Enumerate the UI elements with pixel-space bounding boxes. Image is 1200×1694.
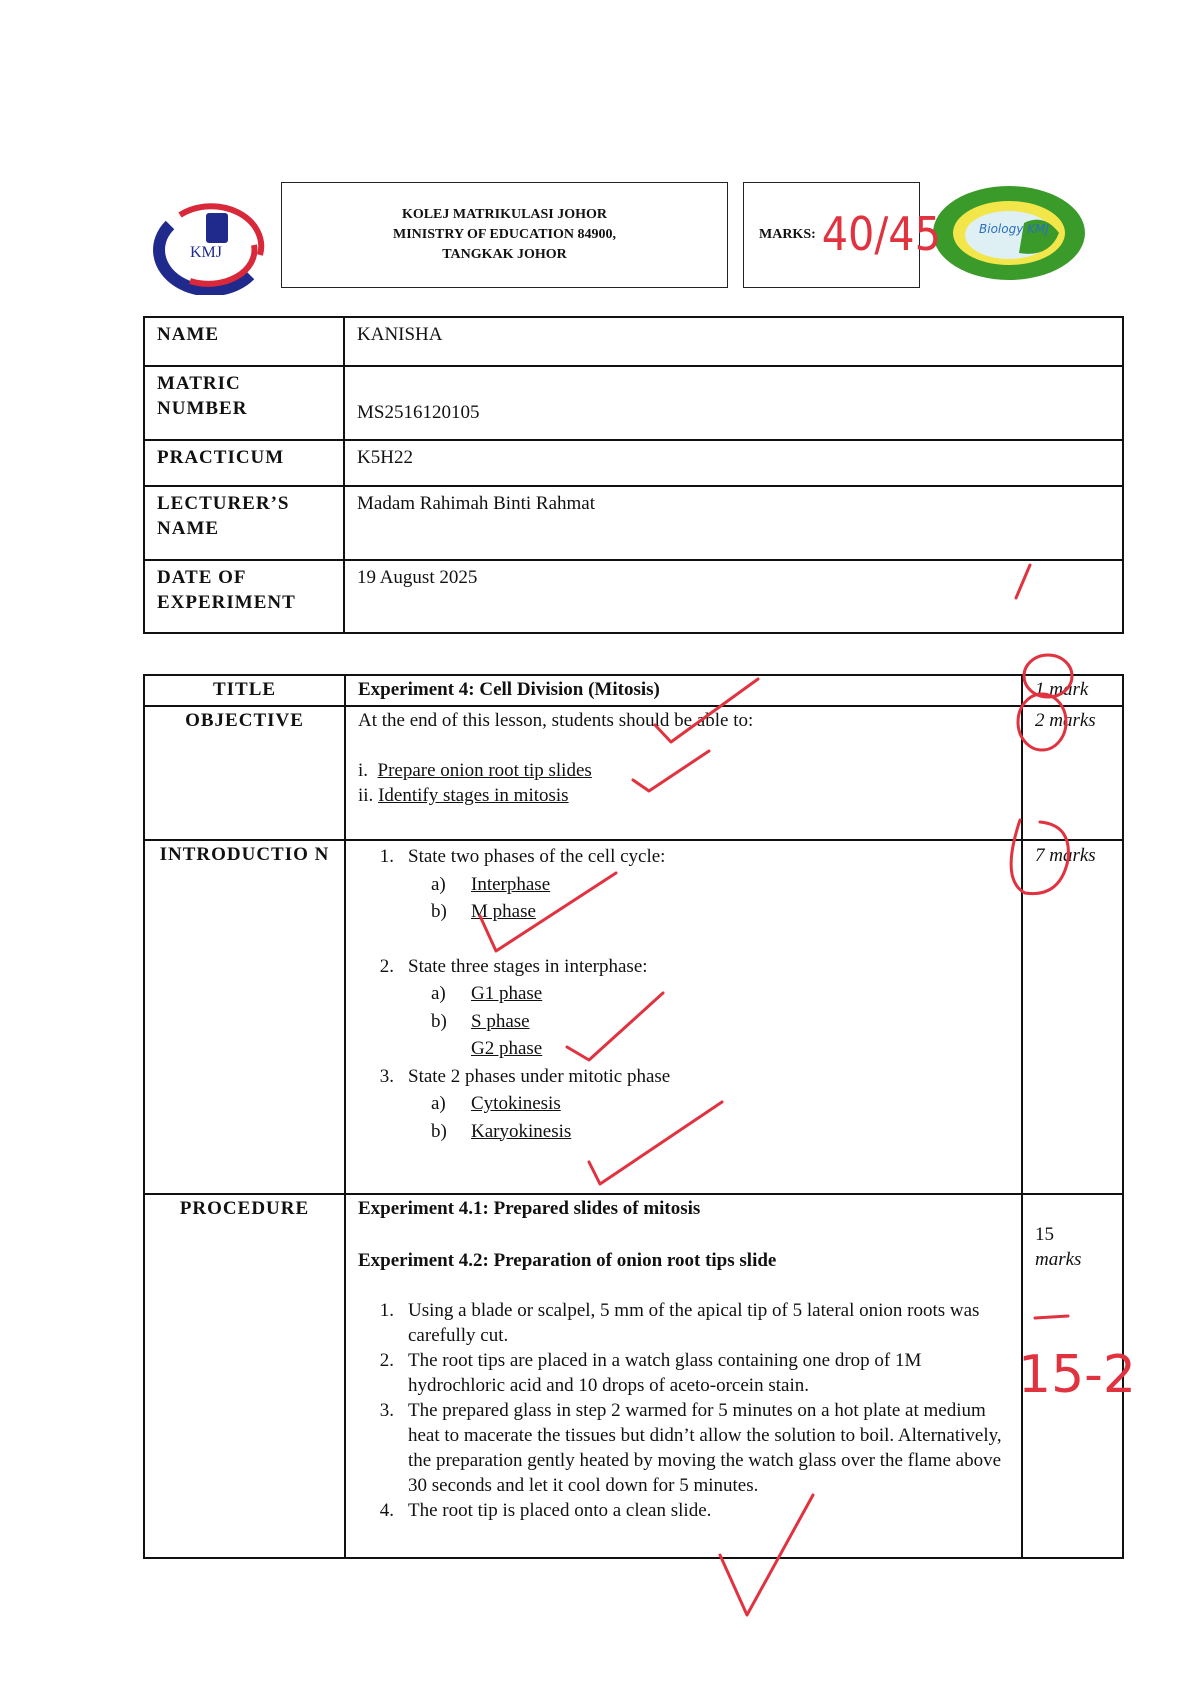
item-text: Prepare onion root tip slides [377, 760, 592, 781]
question-text: State three stages in interphase: [408, 955, 648, 977]
kmj-logo [150, 185, 273, 295]
procedure-step [358, 1348, 1009, 1398]
info-label: NAME [144, 317, 344, 366]
info-label: LECTURER’S NAME [144, 486, 344, 560]
objective-item [358, 783, 1009, 808]
report-table [143, 674, 1124, 1559]
answer-text: G1 phase [471, 983, 543, 1004]
answer-letter: b) [431, 1120, 447, 1142]
step-number: 4. [379, 1500, 394, 1521]
marks-label: MARKS: [759, 227, 816, 242]
institution-line: TANGKAK JOHOR [442, 247, 567, 262]
right-logo-text: Biology KMJ [979, 222, 1049, 236]
answer [358, 898, 1009, 926]
objective-marks: 2 marks [1022, 706, 1123, 840]
info-label: PRACTICUM [144, 440, 344, 486]
procedure-marks-number: 15 [1035, 1224, 1054, 1245]
name-value: KANISHA [344, 317, 1123, 366]
step-number: 2. [379, 1350, 394, 1371]
objective-content [345, 706, 1022, 840]
introduction-label: INTRODUCTIO N [144, 840, 345, 1194]
step-text: The root tips are placed in a watch glass containing one drop of 1M hydrochloric acid and 10 drops of aceto-orcein stain. [408, 1350, 922, 1396]
step-text: Using a blade or scalpel, 5 mm of the apical tip of 5 lateral onion roots was carefully cut. [408, 1300, 980, 1346]
introduction-content [345, 840, 1022, 1194]
handwritten-procedure-score: 15-2 [1018, 1345, 1137, 1405]
objective-label: OBJECTIVE [144, 706, 345, 840]
practicum-value: K5H22 [344, 440, 1123, 486]
answer [358, 871, 1009, 899]
procedure-content [345, 1194, 1022, 1558]
item-text: Identify stages in mitosis [378, 785, 569, 806]
step-text: The prepared glass in step 2 warmed for 5 minutes on a hot plate at medium heat to macerate the tissues but didn’t allow the solution to boil. Alternatively, the preparation gently heated by moving the watch glass over the flame above 30 seconds and let it cool down for 5 minutes. [408, 1400, 1002, 1496]
step-number: 3. [379, 1400, 394, 1421]
answer-letter: a) [431, 983, 446, 1004]
answer-text: Karyokinesis [471, 1120, 572, 1142]
step-number: 1. [379, 1300, 394, 1321]
answer [358, 1035, 1009, 1063]
lecturer-value: Madam Rahimah Binti Rahmat [344, 486, 1123, 560]
answer-text: Interphase [471, 873, 551, 895]
question-number: 2. [379, 955, 394, 977]
title-value: Experiment 4: Cell Division (Mitosis) [345, 675, 1022, 706]
info-label: DATE OF EXPERIMENT [144, 560, 344, 633]
item-number: ii. [358, 785, 374, 806]
left-logo-text: KMJ [190, 244, 223, 261]
answer [358, 1090, 1009, 1118]
item-number: i. [358, 760, 369, 781]
procedure-step [358, 1498, 1009, 1523]
question-text: State 2 phases under mitotic phase [408, 1065, 671, 1087]
step-text: The root tip is placed onto a clean slide. [408, 1500, 712, 1521]
procedure-step [358, 1398, 1009, 1498]
student-info-table [143, 316, 1124, 634]
answer-text: M phase [471, 901, 536, 922]
answer-text: S phase [471, 1010, 530, 1032]
answer-letter: a) [431, 873, 446, 895]
institution-line: KOLEJ MATRIKULASI JOHOR [401, 207, 608, 222]
answer-letter: a) [431, 1093, 446, 1114]
procedure-step [358, 1298, 1009, 1348]
answer [358, 980, 1009, 1008]
title-label: TITLE [144, 675, 345, 706]
title-marks: 1 mark [1022, 675, 1123, 706]
question [358, 953, 1009, 981]
answer [358, 1008, 1009, 1036]
experiment-4-1-heading: Experiment 4.1: Prepared slides of mitosis [358, 1198, 701, 1219]
procedure-marks-word: marks [1035, 1249, 1082, 1270]
answer-letter [358, 1035, 471, 1063]
answer-letter: b) [431, 1010, 447, 1032]
answer-text: G2 phase [471, 1038, 543, 1059]
procedure-label: PROCEDURE [144, 1194, 345, 1558]
answer-text: Cytokinesis [471, 1093, 561, 1114]
answer-letter: b) [431, 901, 447, 922]
institution-line: MINISTRY OF EDUCATION 84900, [392, 227, 616, 242]
experiment-4-2-heading: Experiment 4.2: Preparation of onion root tips slide [358, 1250, 777, 1271]
question [358, 843, 1009, 871]
objective-intro: At the end of this lesson, students should be able to: [358, 710, 754, 731]
objective-item [358, 758, 1009, 783]
date-value: 19 August 2025 [344, 560, 1123, 633]
handwritten-marks: 40/45 [821, 207, 941, 262]
info-label: MATRIC NUMBER [144, 366, 344, 440]
introduction-marks: 7 marks [1022, 840, 1123, 1194]
question-text: State two phases of the cell cycle: [408, 846, 666, 867]
question-number: 1. [379, 846, 394, 867]
biology-kmj-logo [929, 183, 1091, 283]
question-number: 3. [379, 1065, 394, 1087]
marks-box [743, 182, 920, 288]
procedure-marks [1022, 1194, 1123, 1558]
matric-value: MS2516120105 [344, 366, 1123, 440]
question [358, 1063, 1009, 1091]
institution-box [281, 182, 728, 288]
answer [358, 1118, 1009, 1146]
